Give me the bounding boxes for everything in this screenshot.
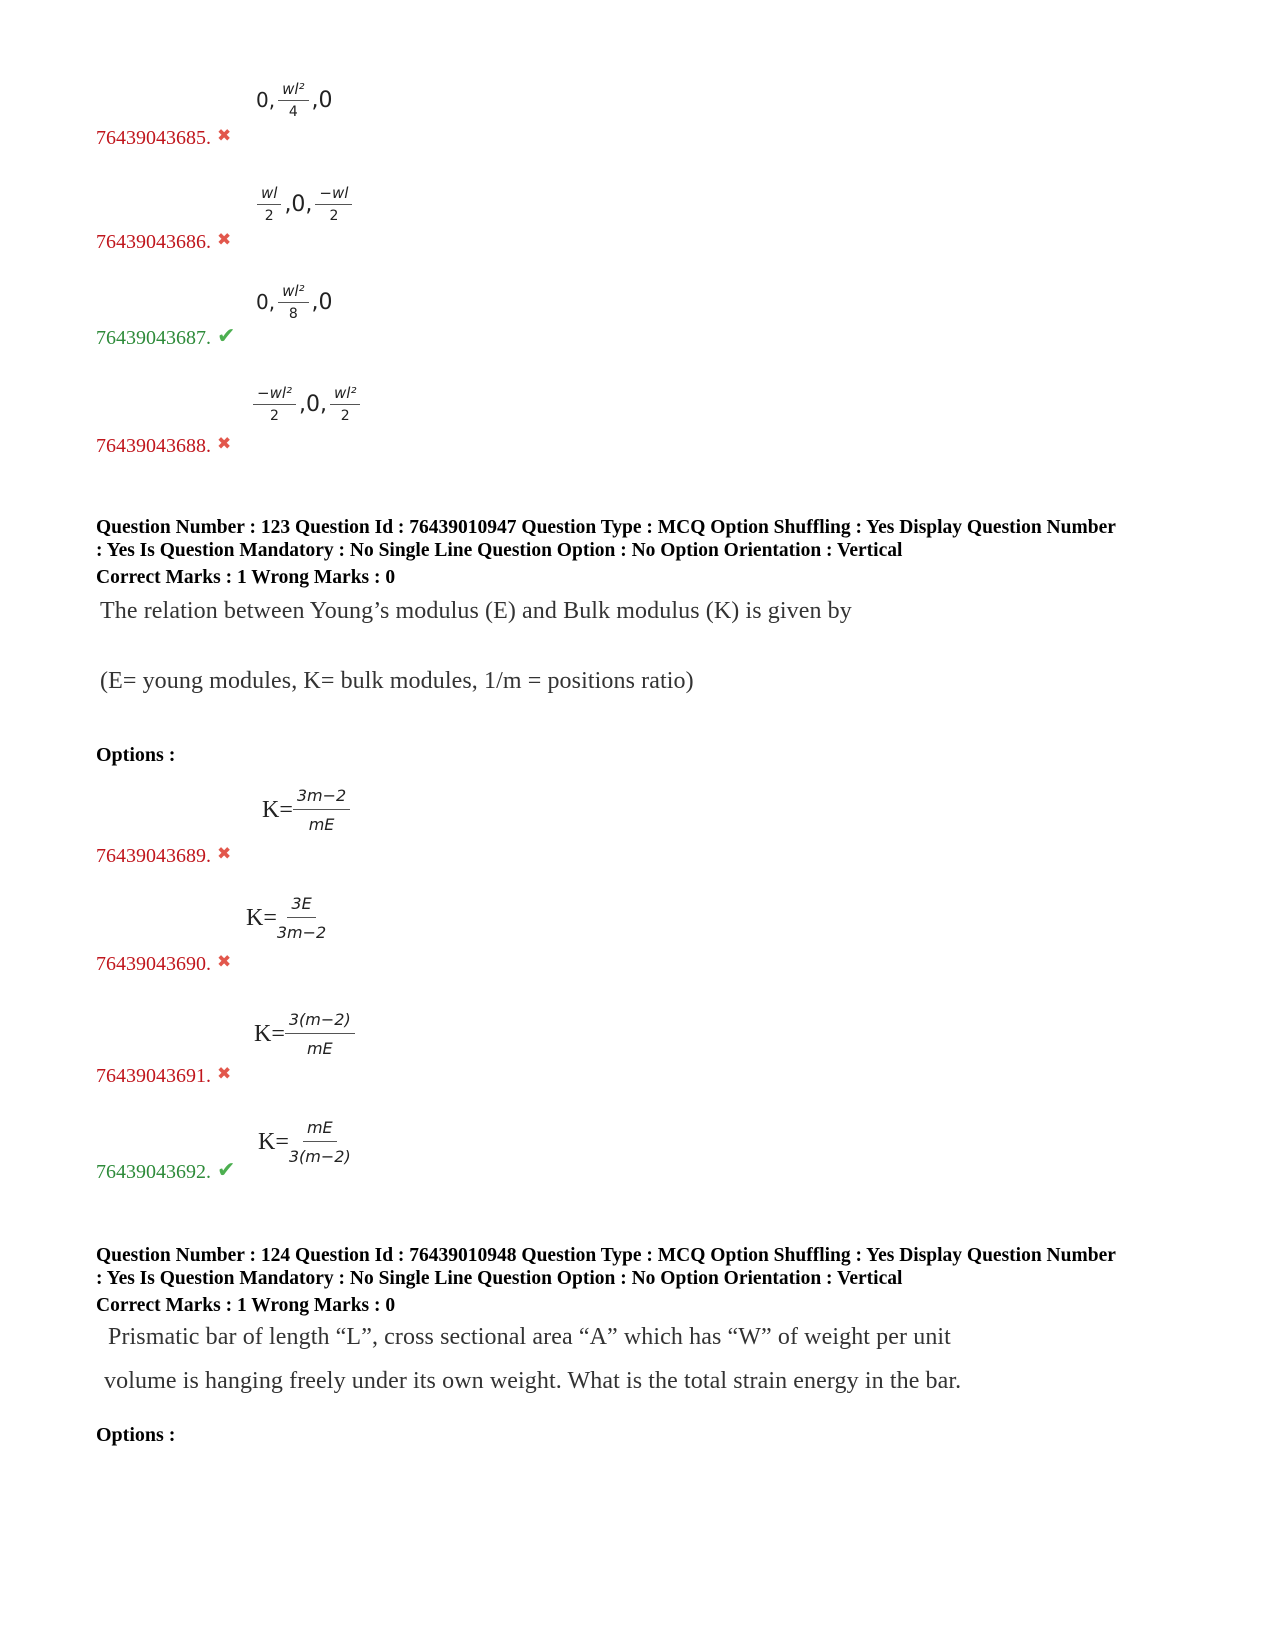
option-id: 76439043687. ✔: [96, 323, 236, 349]
option-id: 76439043685. ✖: [96, 126, 232, 149]
correct-check-icon: ✔: [217, 323, 236, 348]
wrong-cross-icon: ✖: [217, 844, 232, 863]
fraction: $\frac{mE}{3(m-2)}$: [288, 1118, 351, 1166]
options-label: Options :: [96, 1424, 176, 1446]
option-formula: $\frac{\text{−wl²}}{2}$ ,0, $\frac{\text{wl²}}{2}$: [250, 384, 363, 424]
question-text: Prismatic bar of length “L”, cross sectional area “A” which has “W” of weight per unit: [108, 1324, 951, 1350]
option-id: 76439043691. ✖: [96, 1064, 232, 1087]
fraction: $\frac{3E}{3m-2}$: [276, 894, 327, 942]
question-text: The relation between Young’s modulus (E) and Bulk modulus (K) is given by: [100, 598, 852, 624]
wrong-cross-icon: ✖: [217, 126, 232, 145]
option-formula: 0, $\frac{\text{wl²}}{4}$ ,0: [256, 80, 333, 120]
option-formula: $\frac{wl}{2}$ ,0, $\frac{-wl}{2}$: [254, 184, 355, 224]
fraction: $\frac{\text{wl²}}{4}$: [278, 80, 308, 120]
question-meta: Question Number : 124 Question Id : 76439010948 Question Type : MCQ Option Shuffling : Yes Display Question Number : Yes Is Question Mandatory : No Single Line Question Option : No Option Orientation : Vertical: [96, 1245, 1116, 1289]
question-marks: Correct Marks : 1 Wrong Marks : 0: [96, 567, 396, 588]
wrong-cross-icon: ✖: [217, 952, 232, 971]
option-formula: K= $\frac{3m-2}{mE}$: [262, 786, 350, 834]
option-formula: K= $\frac{3(m-2)}{mE}$: [254, 1010, 355, 1058]
option-id: 76439043690. ✖: [96, 952, 232, 975]
option-id: 76439043688. ✖: [96, 434, 232, 457]
option-formula: K= $\frac{mE}{3(m-2)}$: [258, 1118, 351, 1166]
wrong-cross-icon: ✖: [217, 230, 232, 249]
question-marks: Correct Marks : 1 Wrong Marks : 0: [96, 1295, 396, 1316]
wrong-cross-icon: ✖: [217, 434, 232, 453]
fraction: $\frac{\text{wl²}}{2}$: [330, 384, 360, 424]
option-id: 76439043686. ✖: [96, 230, 232, 253]
fraction: $\frac{wl}{2}$: [257, 184, 281, 224]
option-id: 76439043692. ✔: [96, 1157, 236, 1183]
question-meta: Question Number : 123 Question Id : 76439010947 Question Type : MCQ Option Shuffling : Yes Display Question Number : Yes Is Question Mandatory : No Single Line Question Option : No Option Orientation : Vertical: [96, 517, 1116, 561]
fraction: $\frac{3m-2}{mE}$: [293, 786, 350, 834]
fraction: $\frac{\text{−wl²}}{2}$: [253, 384, 296, 424]
question-text: (E= young modules, K= bulk modules, 1/m = positions ratio): [100, 668, 694, 694]
options-label: Options :: [96, 744, 176, 766]
fraction: $\frac{3(m-2)}{mE}$: [285, 1010, 355, 1058]
fraction: $\frac{-wl}{2}$: [315, 184, 352, 224]
option-formula: 0, $\frac{\text{wl²}}{8}$ ,0: [256, 282, 333, 322]
option-id: 76439043689. ✖: [96, 844, 232, 867]
option-formula: K= $\frac{3E}{3m-2}$: [246, 894, 327, 942]
fraction: $\frac{\text{wl²}}{8}$: [278, 282, 308, 322]
wrong-cross-icon: ✖: [217, 1064, 232, 1083]
correct-check-icon: ✔: [217, 1157, 236, 1182]
question-text: volume is hanging freely under its own weight. What is the total strain energy in the bar.: [104, 1368, 962, 1394]
